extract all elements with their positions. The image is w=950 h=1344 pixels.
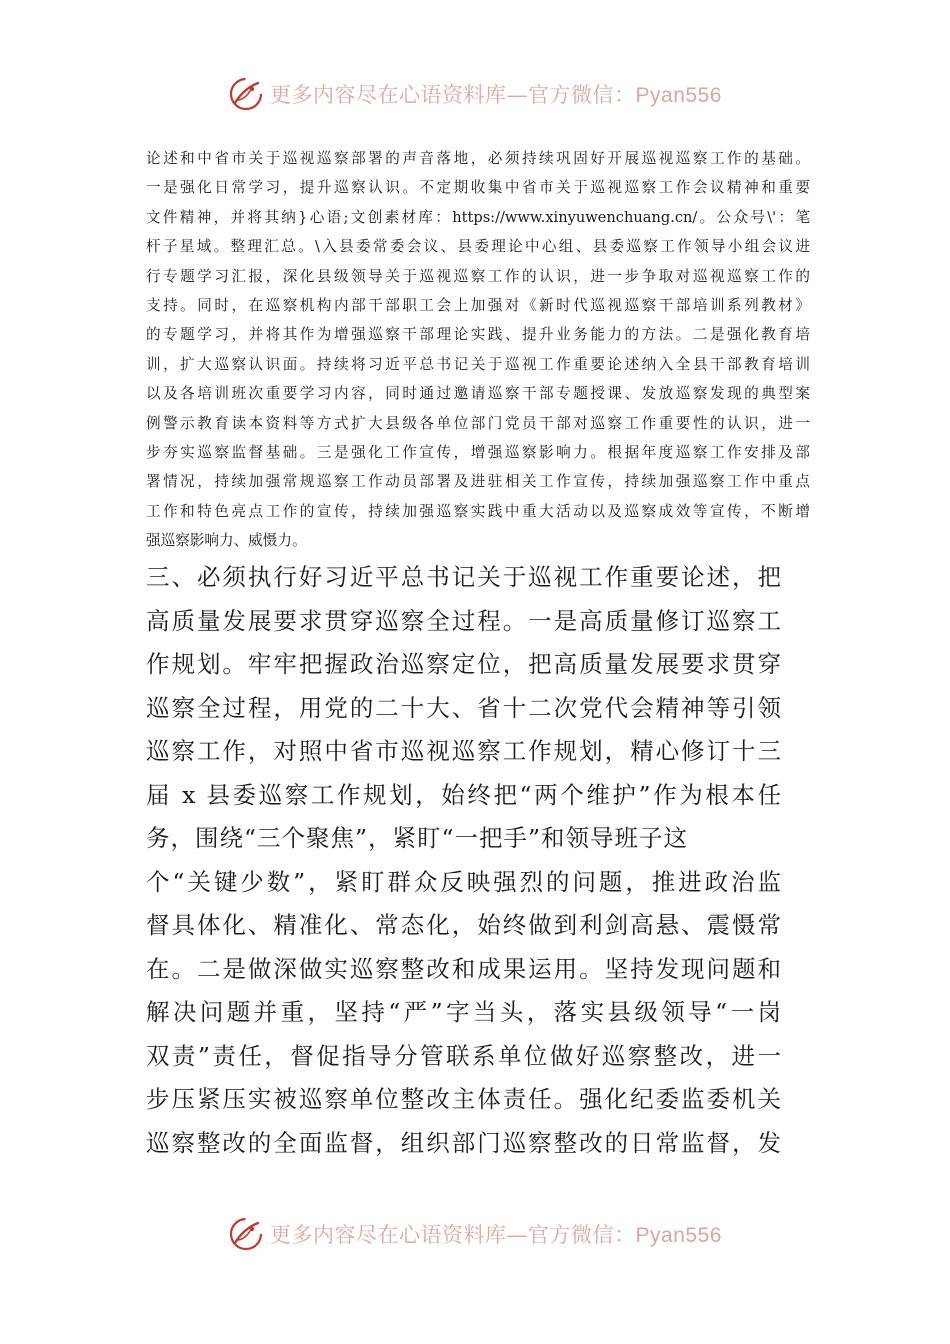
large-line-3: 作规划。牢牢把握政治巡察定位，把高质量发展要求贯穿	[146, 650, 782, 678]
small-text-paragraph	[146, 144, 810, 556]
footer-brand-logo-icon	[228, 1216, 264, 1252]
large-line-14: 巡察整改的全面监督，组织部门巡察整改的日常监督，发	[146, 1128, 782, 1157]
header-banner-text	[270, 79, 722, 109]
small-line-14: 强巡察影响力、威慑力。	[146, 532, 307, 550]
large-line-10: 在。二是做深做实巡察整改和成果运用。坚持发现问题和	[146, 954, 782, 983]
header-wechat-id: Pyan556	[635, 84, 722, 107]
small-line-11: 步夯实巡察监督基础。三是强化工作宣传，增强巡察影响力。根据年度巡察工作安排及部	[146, 444, 810, 462]
large-line-2: 高质量发展要求贯穿巡察全过程。一是高质量修订巡察工	[146, 606, 782, 635]
large-line-11: 解决问题并重，坚持“严”字当头，落实县级领导“一岗	[146, 998, 782, 1026]
small-line-4: 杆子星域。整理汇总。\入县委常委会议、县委理论中心组、县委巡察工作领导小组会议进	[146, 238, 810, 256]
large-line-7: 务，围绕“三个聚焦”，紧盯“一把手”和领导班子这	[146, 824, 689, 852]
small-line-7: 的专题学习，并将其作为增强巡察干部理论实践、提升业务能力的方法。二是强化教育培	[146, 326, 810, 344]
footer-banner	[0, 1214, 950, 1254]
small-line-9: 以及各培训班次重要学习内容，同时通过邀请巡察干部专题授课、发放巡察发现的典型案	[146, 385, 810, 403]
large-line-1: 三、必须执行好习近平总书记关于巡视工作重要论述，把	[146, 563, 782, 591]
small-line-8: 训，扩大巡察认识面。持续将习近平总书记关于巡视工作重要论述纳入全县干部教育培训	[146, 355, 810, 373]
footer-wechat-id: Pyan556	[635, 1224, 722, 1247]
footer-banner-label: 更多内容尽在心语资料库—官方微信：	[270, 1223, 636, 1247]
large-line-4: 巡察全过程，用党的二十大、省十二次党代会精神等引领	[146, 693, 782, 722]
large-line-12: 双责”责任，督促指导分管联系单位做好巡察整改，进一	[146, 1041, 782, 1070]
small-line-3: 文件精神，并将其纳}心语;文创素材库：https://www.xinyuwenchuang.cn/。公众号\'：笔	[146, 208, 810, 226]
header-banner	[0, 74, 950, 114]
small-line-2: 一是强化日常学习，提升巡察认识。不定期收集中省市关于巡视巡察工作会议精神和重要	[146, 179, 810, 197]
large-line-13: 步压紧压实被巡察单位整改主体责任。强化纪委监委机关	[146, 1085, 782, 1113]
small-line-13: 工作和特色亮点工作的宣传，持续加强巡察实践中重大活动以及巡察成效等宣传，不断增	[146, 502, 810, 520]
large-line-8: 个“关键少数”，紧盯群众反映强烈的问题，推进政治监	[146, 867, 782, 896]
large-line-6: 届 x 县委巡察工作规划，始终把“两个维护”作为根本任	[146, 780, 782, 809]
large-text-paragraph	[146, 556, 782, 1165]
header-banner-label: 更多内容尽在心语资料库—官方微信：	[270, 83, 636, 107]
brand-logo-icon	[228, 76, 264, 112]
small-line-5: 行专题学习汇报，深化县级领导关于巡视巡察工作的认识，进一步争取对巡视巡察工作的	[146, 267, 810, 285]
footer-banner-text	[270, 1219, 722, 1249]
large-line-5: 巡察工作，对照中省市巡视巡察工作规划，精心修订十三	[146, 737, 782, 765]
small-line-1: 论述和中省市关于巡视巡察部署的声音落地，必须持续巩固好开展巡视巡察工作的基础。	[146, 150, 810, 167]
small-line-6: 支持。同时，在巡察机构内部干部职工会上加强对《新时代巡视巡察干部培训系列教材》	[146, 297, 810, 315]
small-line-12: 署情况，持续加强常规巡察工作动员部署及进驻相关工作宣传，持续加强巡察工作中重点	[146, 473, 810, 491]
large-line-9: 督具体化、精准化、常态化，始终做到利剑高悬、震慑常	[146, 911, 782, 939]
small-line-10: 例警示教育读本资料等方式扩大县级各单位部门党员干部对巡察工作重要性的认识，进一	[146, 414, 810, 432]
